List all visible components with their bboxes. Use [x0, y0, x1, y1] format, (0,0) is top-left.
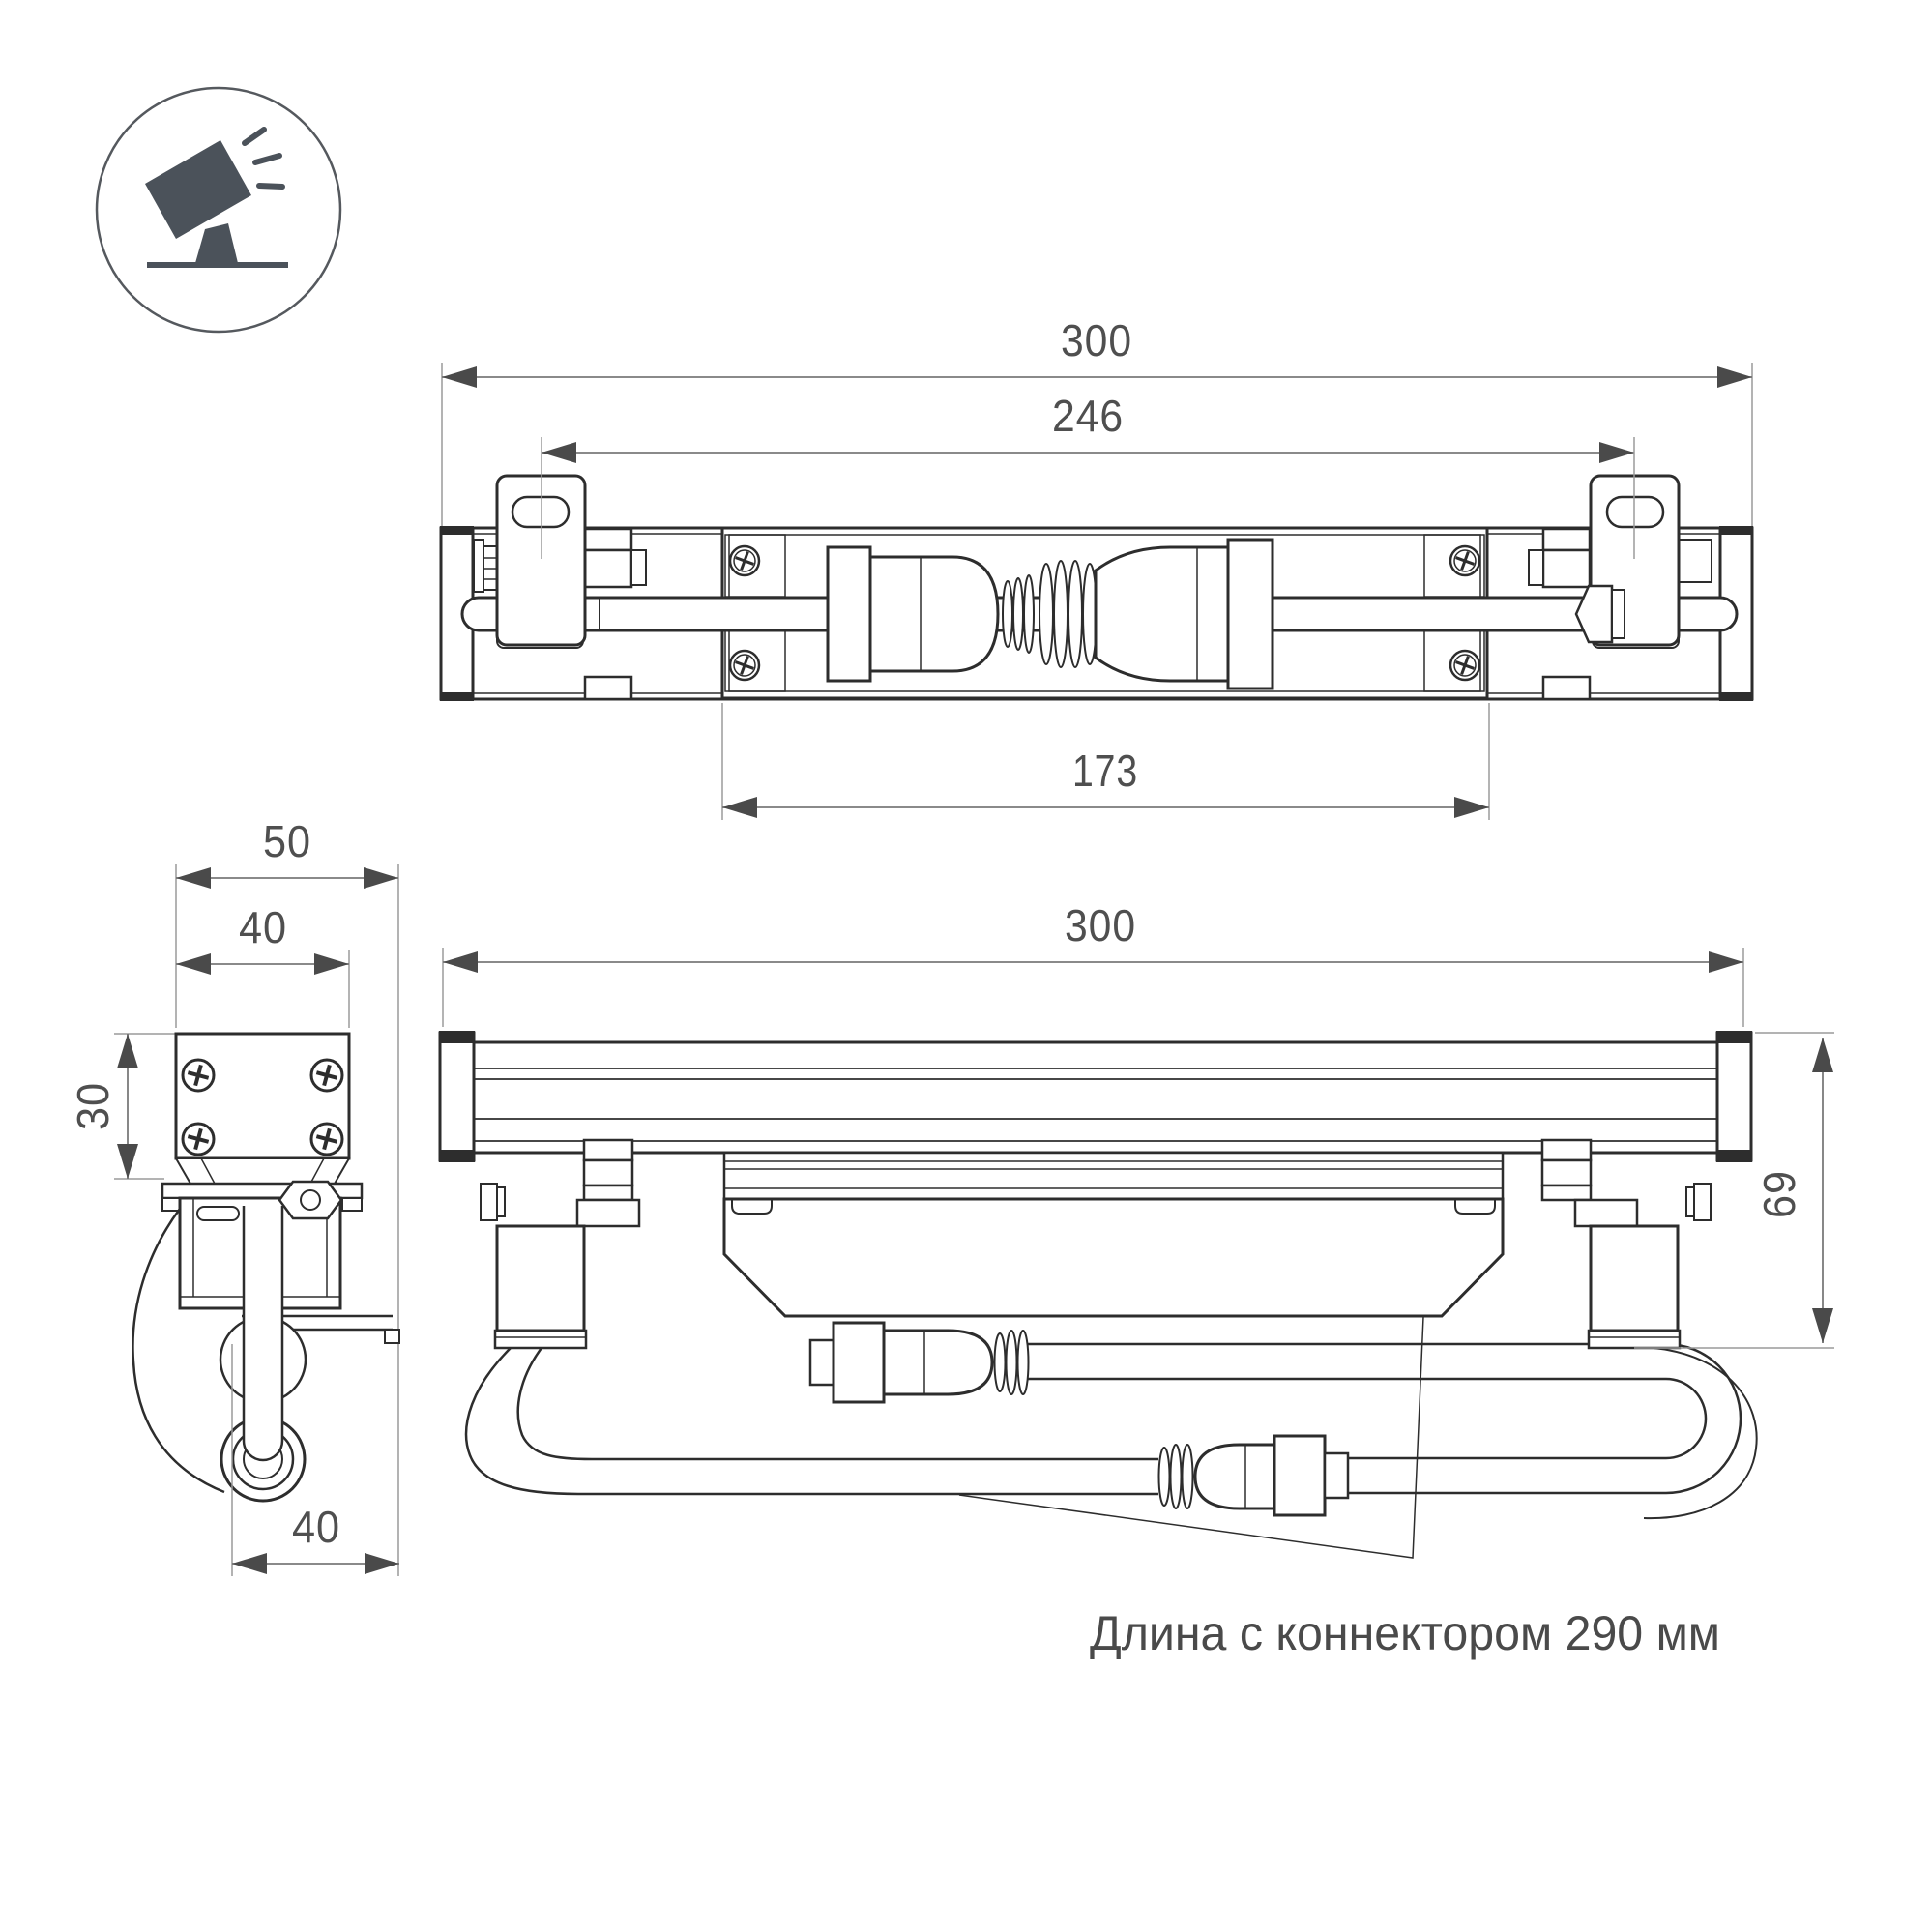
left-bolt-detail: [474, 540, 497, 592]
slot-hole-right: [1607, 497, 1663, 527]
connector-b: [1159, 1436, 1349, 1515]
side-view: [68, 816, 399, 1576]
endcap-left-front: [440, 1033, 474, 1160]
dim-label-30: 30: [68, 1078, 118, 1130]
side-chamfer: [176, 1158, 349, 1184]
side-dim-30: [68, 1034, 176, 1179]
dim-label-40-top: 40: [239, 902, 287, 952]
cable-note-label: Длина с коннектором 290 мм: [1090, 1606, 1720, 1660]
dim-label-300-top: 300: [1061, 315, 1132, 366]
top-dim-246: [542, 391, 1634, 463]
light-rays: [245, 130, 282, 187]
dim-label-300-front: 300: [1065, 900, 1136, 951]
dim-label-50: 50: [263, 816, 311, 866]
front-view: [439, 900, 1834, 1660]
adjustment-knob: [279, 1182, 341, 1218]
bar-front-outline: [474, 1042, 1717, 1153]
floodlight-icon: [97, 88, 340, 332]
connector-a: [810, 1323, 1029, 1402]
front-dim-300: [443, 900, 1743, 1027]
dim-label-246: 246: [1052, 391, 1124, 441]
side-dim-40-top: [176, 902, 349, 1028]
front-bracket-right: [1542, 1140, 1711, 1348]
dim-label-173: 173: [1072, 746, 1138, 796]
slot-hole-left: [512, 497, 569, 527]
floodlight-stand: [195, 223, 238, 263]
dim-label-40-bottom: 40: [292, 1502, 340, 1552]
mounting-tab-left: [497, 437, 585, 645]
endcap-right-front: [1717, 1033, 1751, 1160]
housing: [724, 1153, 1503, 1316]
top-dim-173: [722, 703, 1489, 820]
front-bracket-left: [481, 1140, 639, 1348]
cables: [466, 1344, 1757, 1518]
side-cable-stem: [244, 1206, 282, 1460]
top-view: [440, 315, 1753, 820]
dim-label-69: 69: [1754, 1166, 1804, 1218]
floodlight-body: [145, 140, 251, 239]
